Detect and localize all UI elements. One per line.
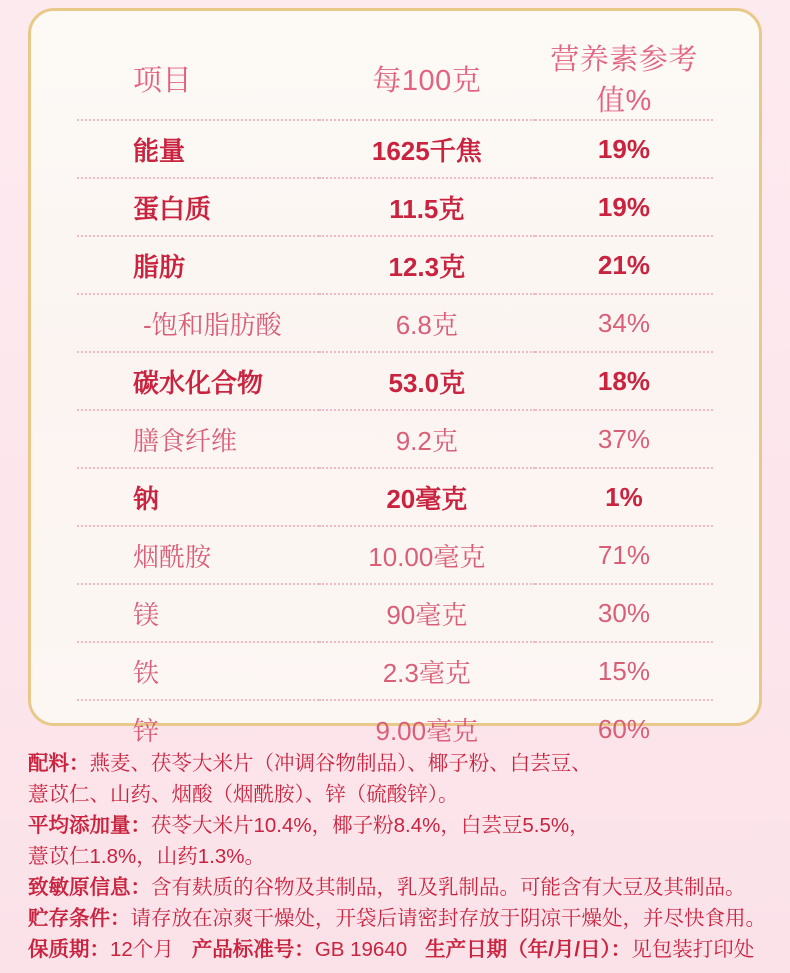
- table-row: [77, 294, 713, 352]
- ingredients-label: 配料：: [28, 752, 90, 775]
- row-name: 膳食纤维: [77, 410, 319, 468]
- table-row: [77, 584, 713, 642]
- row-name: -饱和脂肪酸: [77, 294, 319, 352]
- row-name: 能量: [77, 120, 319, 178]
- row-nrv: 15%: [535, 642, 713, 700]
- row-nrv: 19%: [535, 178, 713, 236]
- row-value: 12.3克: [319, 236, 535, 294]
- production-date-text: 见包装打印处: [631, 938, 755, 961]
- row-nrv: 37%: [535, 410, 713, 468]
- row-nrv: 34%: [535, 294, 713, 352]
- row-nrv: 1%: [535, 468, 713, 526]
- table-row: [77, 468, 713, 526]
- standard-code-label: 产品标准号：: [191, 938, 315, 961]
- row-value: 20毫克: [319, 468, 535, 526]
- table-row: [77, 642, 713, 700]
- header-nrv: 营养素参考值%: [550, 44, 698, 117]
- row-value: 2.3毫克: [319, 642, 535, 700]
- average-addition-line-2: [28, 841, 768, 872]
- average-addition-line-1: [28, 810, 768, 841]
- row-nrv: 19%: [535, 120, 713, 178]
- header-per-100g: 每100克: [372, 64, 482, 97]
- row-value: 9.2克: [319, 410, 535, 468]
- ingredients-text-1: 燕麦、茯苓大米片（冲调谷物制品）、椰子粉、白芸豆、: [89, 752, 592, 775]
- table-row: [77, 352, 713, 410]
- product-info-footer: [28, 748, 768, 965]
- table-header-row: [77, 37, 713, 120]
- ingredients-line-1: [28, 748, 768, 779]
- nutrition-card: [28, 8, 762, 746]
- storage-text: 请存放在凉爽干燥处，开袋后请密封存放于阴凉干燥处，并尽快食用。: [130, 907, 766, 930]
- row-value: 11.5克: [319, 178, 535, 236]
- row-name: 蛋白质: [77, 178, 319, 236]
- ingredients-text-2: 薏苡仁、山药、烟酸（烟酰胺）、锌（硫酸锌）。: [28, 783, 459, 806]
- row-value: 1625千焦: [319, 120, 535, 178]
- production-date-label: 生产日期（年/月/日）：: [425, 938, 632, 961]
- table-row: [77, 120, 713, 178]
- allergen-label: 致敏原信息：: [28, 876, 151, 899]
- row-nrv: 18%: [535, 352, 713, 410]
- allergen-line: [28, 872, 768, 903]
- row-value: 53.0克: [319, 352, 535, 410]
- storage-label: 贮存条件：: [28, 907, 131, 930]
- row-name: 钠: [77, 468, 319, 526]
- header-item: 项目: [133, 64, 193, 97]
- row-name: 铁: [77, 642, 319, 700]
- row-nrv: 71%: [535, 526, 713, 584]
- row-nrv: 30%: [535, 584, 713, 642]
- allergen-text: 含有麸质的谷物及其制品，乳及乳制品。可能含有大豆及其制品。: [151, 876, 746, 899]
- row-nrv: 60%: [535, 700, 713, 757]
- table-row: [77, 526, 713, 584]
- row-value: 6.8克: [319, 294, 535, 352]
- storage-line: [28, 903, 768, 934]
- nutrition-table: [77, 37, 713, 757]
- row-name: 脂肪: [77, 236, 319, 294]
- table-row: [77, 410, 713, 468]
- row-nrv: 21%: [535, 236, 713, 294]
- shelf-life-line: [28, 934, 768, 965]
- standard-code-text: GB 19640: [314, 938, 408, 961]
- row-name: 碳水化合物: [77, 352, 319, 410]
- shelf-life-label: 保质期：: [28, 938, 110, 961]
- shelf-life-text: 12个月: [110, 938, 174, 961]
- row-name: 锌: [77, 700, 319, 757]
- table-row: [77, 178, 713, 236]
- row-value: 10.00毫克: [319, 526, 535, 584]
- row-name: 镁: [77, 584, 319, 642]
- nutrition-table-body: [77, 120, 713, 757]
- average-addition-label: 平均添加量：: [28, 814, 151, 837]
- ingredients-line-2: [28, 779, 768, 810]
- row-value: 90毫克: [319, 584, 535, 642]
- nutrition-card-inner: [35, 15, 755, 746]
- average-addition-text-1: 茯苓大米片10.4%，椰子粉8.4%，白芸豆5.5%，: [151, 814, 590, 837]
- row-value: 9.00毫克: [319, 700, 535, 757]
- average-addition-text-2: 薏苡仁1.8%，山药1.3%。: [28, 845, 265, 868]
- table-row: [77, 236, 713, 294]
- row-name: 烟酰胺: [77, 526, 319, 584]
